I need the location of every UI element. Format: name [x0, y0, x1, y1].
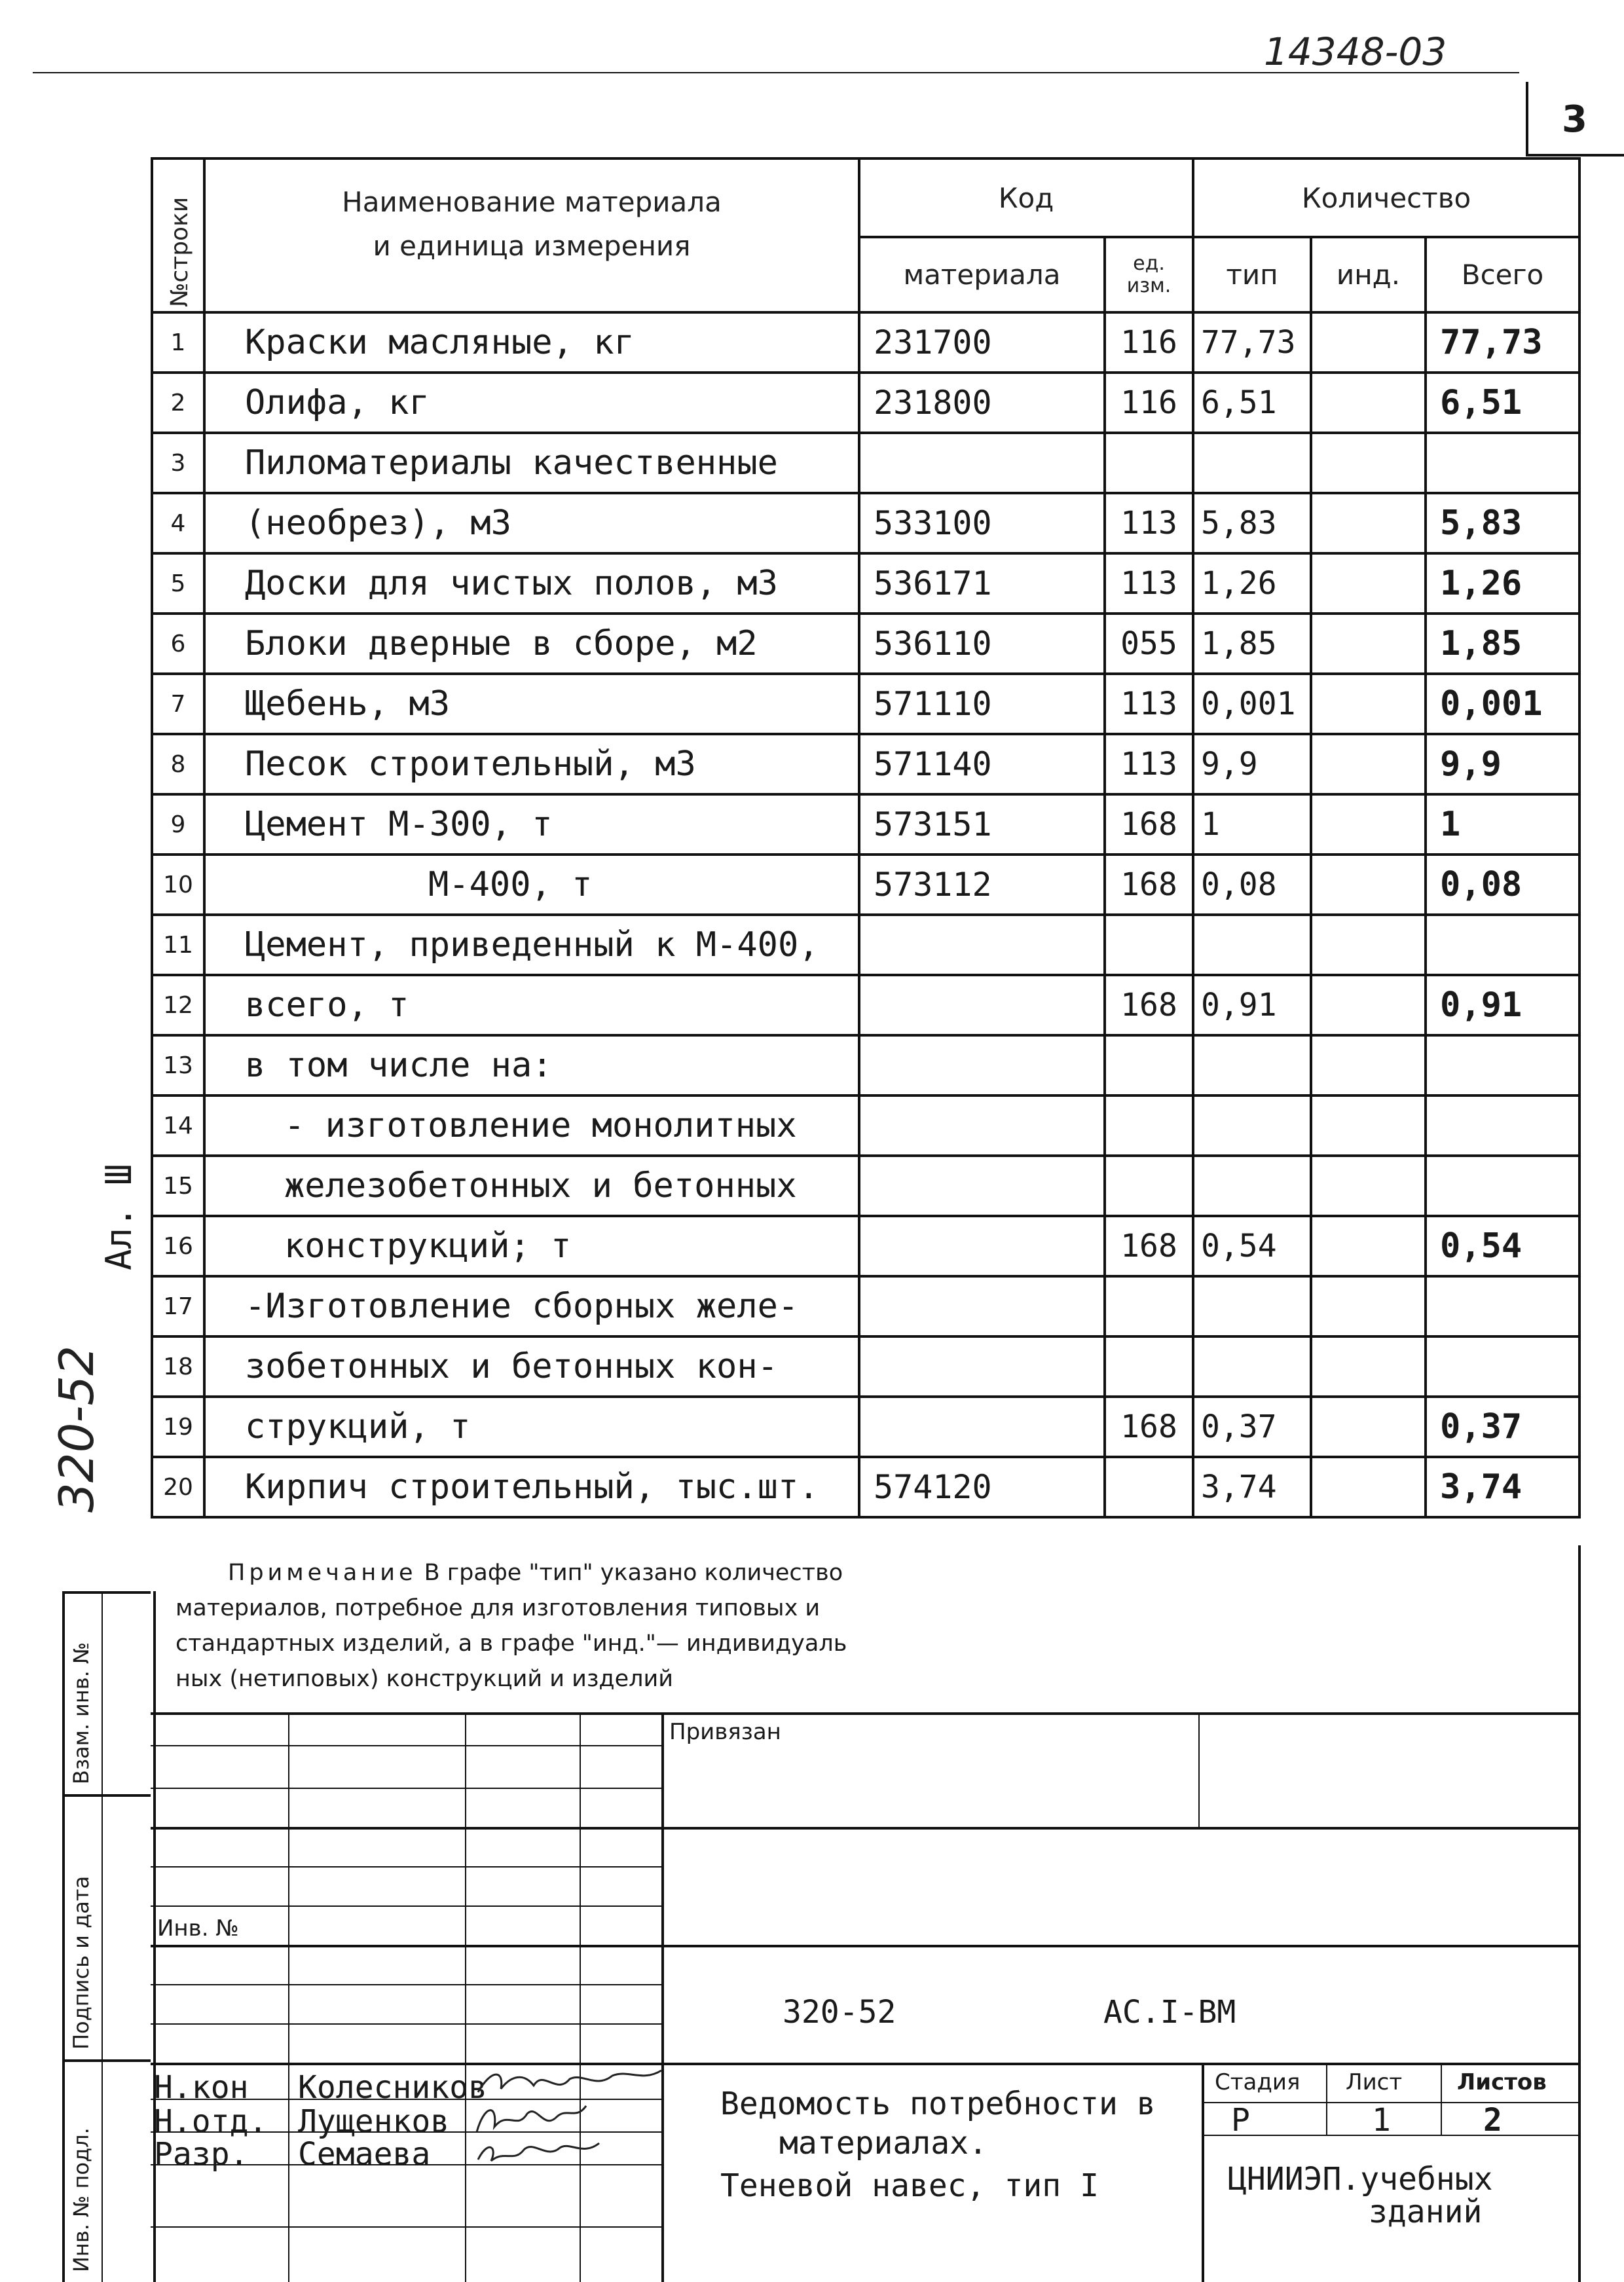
unit-code-cell: 168 — [1105, 855, 1193, 915]
material-name-cell: Блоки дверные в сборе, м2 — [204, 614, 859, 674]
org-line-1: ЦНИИЭП.учебных — [1228, 2161, 1493, 2198]
table-row — [152, 975, 1579, 1035]
sheet-value: 1 — [1372, 2102, 1391, 2139]
qty-ind-cell — [1311, 312, 1426, 373]
unit-code-cell — [1105, 1457, 1193, 1517]
row-number-cell: 7 — [152, 674, 204, 734]
role-1: Н.кон — [154, 2069, 249, 2106]
name-3: Семаева — [298, 2136, 431, 2173]
header-material: материала — [859, 237, 1105, 312]
unit-code-cell: 116 — [1105, 312, 1193, 373]
material-name-cell: конструкций; т — [204, 1216, 859, 1276]
qty-typ-cell: 9,9 — [1193, 734, 1311, 794]
table-row — [152, 1336, 1579, 1397]
qty-ind-cell — [1311, 734, 1426, 794]
row-number-cell: 11 — [152, 915, 204, 975]
table-row — [152, 1276, 1579, 1336]
unit-code-cell: 116 — [1105, 373, 1193, 433]
material-name-cell: (необрез), м3 — [204, 493, 859, 553]
material-name-cell: Цемент М-300, т — [204, 794, 859, 855]
header-unit: ед. изм. — [1105, 237, 1193, 312]
table-row — [152, 1397, 1579, 1457]
qty-ind-cell — [1311, 1216, 1426, 1276]
material-name-cell: железобетонных и бетонных — [204, 1156, 859, 1216]
material-code-cell — [859, 975, 1105, 1035]
material-name-cell: струкций, т — [204, 1397, 859, 1457]
qty-typ-cell: 77,73 — [1193, 312, 1311, 373]
qty-ind-cell — [1311, 855, 1426, 915]
material-name-cell: Цемент, приведенный к М-400, — [204, 915, 859, 975]
qty-typ-cell: 0,54 — [1193, 1216, 1311, 1276]
table-row — [152, 855, 1579, 915]
qty-ind-cell — [1311, 1095, 1426, 1156]
qty-typ-cell: 3,74 — [1193, 1457, 1311, 1517]
qty-ind-cell — [1311, 373, 1426, 433]
row-number-cell: 16 — [152, 1216, 204, 1276]
material-code-cell — [859, 1336, 1105, 1397]
material-code-cell: 231700 — [859, 312, 1105, 373]
table-row — [152, 1095, 1579, 1156]
qty-typ-cell: 0,37 — [1193, 1397, 1311, 1457]
qty-ind-cell — [1311, 915, 1426, 975]
qty-typ-cell: 1,26 — [1193, 553, 1311, 614]
table-row — [152, 493, 1579, 553]
row-number-cell: 2 — [152, 373, 204, 433]
row-number-cell: 13 — [152, 1035, 204, 1095]
qty-typ-cell: 1,85 — [1193, 614, 1311, 674]
privyazan-label: Привязан — [669, 1719, 781, 1745]
material-name-cell: зобетонных и бетонных кон- — [204, 1336, 859, 1397]
qty-total-cell: 1 — [1426, 794, 1579, 855]
series-label: 320-52 — [49, 1345, 104, 1513]
material-name-cell: всего, т — [204, 975, 859, 1035]
material-name-cell: Доски для чистых полов, м3 — [204, 553, 859, 614]
unit-code-cell: 168 — [1105, 794, 1193, 855]
qty-total-cell: 77,73 — [1426, 312, 1579, 373]
qty-ind-cell — [1311, 1336, 1426, 1397]
table-row — [152, 915, 1579, 975]
material-code-cell: 231800 — [859, 373, 1105, 433]
row-number-cell: 20 — [152, 1457, 204, 1517]
material-code-cell — [859, 1397, 1105, 1457]
row-number-cell: 15 — [152, 1156, 204, 1216]
qty-total-cell: 6,51 — [1426, 373, 1579, 433]
note-label: Примечание — [228, 1560, 417, 1586]
qty-ind-cell — [1311, 1156, 1426, 1216]
row-number-cell: 17 — [152, 1276, 204, 1336]
album-label: Ал. Ш — [98, 1164, 139, 1270]
unit-code-cell: 168 — [1105, 975, 1193, 1035]
qty-ind-cell — [1311, 614, 1426, 674]
qty-typ-cell — [1193, 915, 1311, 975]
qty-ind-cell — [1311, 1397, 1426, 1457]
qty-typ-cell: 1 — [1193, 794, 1311, 855]
sheets-value: 2 — [1483, 2102, 1502, 2139]
row-number-cell: 9 — [152, 794, 204, 855]
qty-total-cell — [1426, 433, 1579, 493]
name-1: Колесников — [298, 2069, 487, 2106]
table-row — [152, 1457, 1579, 1517]
title-line-3: Теневой навес, тип I — [720, 2167, 1099, 2204]
material-code-cell: 536171 — [859, 553, 1105, 614]
table-row — [152, 734, 1579, 794]
table-row — [152, 1035, 1579, 1095]
material-code-cell — [859, 1216, 1105, 1276]
material-name-cell: Краски масляные, кг — [204, 312, 859, 373]
header-total: Всего — [1426, 237, 1579, 312]
qty-typ-cell: 0,08 — [1193, 855, 1311, 915]
unit-code-cell — [1105, 1336, 1193, 1397]
qty-total-cell: 3,74 — [1426, 1457, 1579, 1517]
table-row — [152, 553, 1579, 614]
unit-code-cell — [1105, 1276, 1193, 1336]
header-typ: тип — [1193, 237, 1311, 312]
unit-code-cell: 168 — [1105, 1397, 1193, 1457]
qty-typ-cell — [1193, 1336, 1311, 1397]
table-row — [152, 373, 1579, 433]
title-line-1: Ведомость потребности в — [720, 2086, 1156, 2122]
qty-total-cell: 0,91 — [1426, 975, 1579, 1035]
qty-typ-cell — [1193, 1276, 1311, 1336]
table-row — [152, 433, 1579, 493]
material-name-cell: Песок строительный, м3 — [204, 734, 859, 794]
signature-1 — [471, 2063, 668, 2102]
material-code-cell: 571140 — [859, 734, 1105, 794]
qty-typ-cell — [1193, 1156, 1311, 1216]
margin-inv-podl: Инв. № подл. — [69, 2127, 94, 2272]
row-number-cell: 10 — [152, 855, 204, 915]
qty-typ-cell: 0,91 — [1193, 975, 1311, 1035]
material-code-cell: 573112 — [859, 855, 1105, 915]
note-text: Примечание В графе "тип" указано количество материалов, потребное для изготовления типовых и стандартных изделий, а в графе "инд."— индивидуаль ных (нетиповых) конструкций и изделий — [175, 1560, 847, 1692]
unit-code-cell — [1105, 1156, 1193, 1216]
header-code: Код — [859, 158, 1193, 237]
title-line-2: материалах. — [779, 2125, 987, 2162]
row-number-cell: 1 — [152, 312, 204, 373]
sheet-label: Лист — [1346, 2069, 1403, 2095]
unit-code-cell: 113 — [1105, 553, 1193, 614]
row-number-cell: 8 — [152, 734, 204, 794]
materials-table — [151, 157, 1581, 1518]
material-code-cell — [859, 1156, 1105, 1216]
table-row — [152, 1216, 1579, 1276]
qty-total-cell: 0,001 — [1426, 674, 1579, 734]
material-code-cell — [859, 1095, 1105, 1156]
material-code-cell — [859, 433, 1105, 493]
row-number-cell: 5 — [152, 553, 204, 614]
sheet-corner-number: 3 — [1562, 98, 1587, 141]
unit-code-cell: 168 — [1105, 1216, 1193, 1276]
margin-podpis: Подпись и дата — [69, 1875, 94, 2050]
qty-typ-cell: 6,51 — [1193, 373, 1311, 433]
qty-total-cell: 0,37 — [1426, 1397, 1579, 1457]
signature-2 — [471, 2101, 589, 2137]
header-quantity: Количество — [1193, 158, 1579, 237]
material-name-cell: Кирпич строительный, тыс.шт. — [204, 1457, 859, 1517]
qty-ind-cell — [1311, 794, 1426, 855]
unit-code-cell — [1105, 915, 1193, 975]
qty-typ-cell: 0,001 — [1193, 674, 1311, 734]
margin-vzam: Взам. инв. № — [69, 1642, 94, 1784]
table-row — [152, 1156, 1579, 1216]
qty-typ-cell — [1193, 1035, 1311, 1095]
unit-code-cell — [1105, 1035, 1193, 1095]
name-2: Лущенков — [298, 2103, 450, 2140]
material-code-cell — [859, 1035, 1105, 1095]
qty-ind-cell — [1311, 1457, 1426, 1517]
drawing-code: АС.I-ВМ — [1103, 1994, 1236, 2031]
qty-total-cell — [1426, 1336, 1579, 1397]
qty-ind-cell — [1311, 433, 1426, 493]
table-row — [152, 312, 1579, 373]
material-code-cell — [859, 915, 1105, 975]
qty-typ-cell: 5,83 — [1193, 493, 1311, 553]
table-row — [152, 674, 1579, 734]
row-number-cell: 6 — [152, 614, 204, 674]
qty-total-cell: 1,85 — [1426, 614, 1579, 674]
qty-total-cell — [1426, 915, 1579, 975]
material-code-cell: 536110 — [859, 614, 1105, 674]
header-ind: инд. — [1311, 237, 1426, 312]
material-name-cell: Олифа, кг — [204, 373, 859, 433]
qty-ind-cell — [1311, 975, 1426, 1035]
qty-total-cell: 0,08 — [1426, 855, 1579, 915]
document-number: 14348-03 — [1264, 29, 1447, 74]
sheets-label: Листов — [1457, 2069, 1547, 2095]
unit-code-cell — [1105, 1095, 1193, 1156]
qty-total-cell — [1426, 1276, 1579, 1336]
stage-label: Стадия — [1215, 2069, 1301, 2095]
qty-total-cell: 1,26 — [1426, 553, 1579, 614]
qty-ind-cell — [1311, 1035, 1426, 1095]
row-number-cell: 14 — [152, 1095, 204, 1156]
unit-code-cell: 055 — [1105, 614, 1193, 674]
header-row-number: №строки — [152, 158, 204, 312]
qty-total-cell: 5,83 — [1426, 493, 1579, 553]
qty-ind-cell — [1311, 1276, 1426, 1336]
qty-total-cell — [1426, 1035, 1579, 1095]
material-code-cell: 571110 — [859, 674, 1105, 734]
material-name-cell: М-400, т — [204, 855, 859, 915]
header-name: Наименование материала и единица измерения — [204, 158, 859, 312]
qty-typ-cell — [1193, 1095, 1311, 1156]
material-name-cell: - изготовление монолитных — [204, 1095, 859, 1156]
material-code-cell: 573151 — [859, 794, 1105, 855]
unit-code-cell: 113 — [1105, 493, 1193, 553]
org-line-2: зданий — [1369, 2194, 1483, 2230]
qty-ind-cell — [1311, 553, 1426, 614]
material-code-cell — [859, 1276, 1105, 1336]
qty-typ-cell — [1193, 433, 1311, 493]
qty-total-cell: 9,9 — [1426, 734, 1579, 794]
row-number-cell: 3 — [152, 433, 204, 493]
qty-total-cell: 0,54 — [1426, 1216, 1579, 1276]
table-row — [152, 794, 1579, 855]
row-number-cell: 19 — [152, 1397, 204, 1457]
role-2: Н.отд. — [154, 2103, 268, 2140]
unit-code-cell: 113 — [1105, 674, 1193, 734]
unit-code-cell — [1105, 433, 1193, 493]
row-number-cell: 12 — [152, 975, 204, 1035]
material-name-cell: Щебень, м3 — [204, 674, 859, 734]
signature-3 — [471, 2133, 602, 2169]
role-3: Разр. — [154, 2136, 249, 2173]
stage-value: Р — [1231, 2102, 1250, 2139]
qty-total-cell — [1426, 1156, 1579, 1216]
material-name-cell: Пиломатериалы качественные — [204, 433, 859, 493]
inv-no-label: Инв. № — [157, 1915, 239, 1942]
qty-ind-cell — [1311, 674, 1426, 734]
table-row — [152, 614, 1579, 674]
row-number-cell: 18 — [152, 1336, 204, 1397]
material-code-cell: 533100 — [859, 493, 1105, 553]
material-code-cell: 574120 — [859, 1457, 1105, 1517]
unit-code-cell: 113 — [1105, 734, 1193, 794]
project-number: 320-52 — [783, 1994, 896, 2031]
qty-ind-cell — [1311, 493, 1426, 553]
row-number-cell: 4 — [152, 493, 204, 553]
material-name-cell: в том числе на: — [204, 1035, 859, 1095]
qty-total-cell — [1426, 1095, 1579, 1156]
material-name-cell: -Изготовление сборных желе- — [204, 1276, 859, 1336]
